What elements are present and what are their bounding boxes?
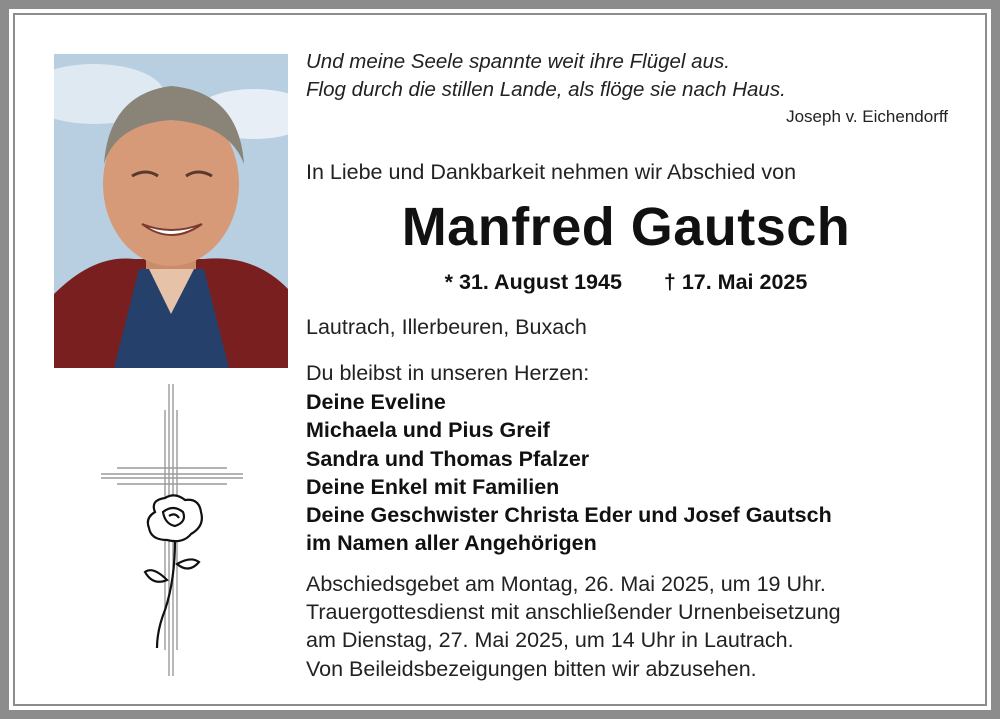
farewell-intro: In Liebe und Dankbarkeit nehmen wir Abschied von xyxy=(306,160,797,184)
mourner-entry: Deine Geschwister Christa Eder und Josef Gautsch xyxy=(306,503,832,528)
mourners-list xyxy=(306,388,832,558)
note-line: Abschiedsgebet am Montag, 26. Mai 2025, um 19 Uhr. xyxy=(306,572,826,596)
service-notes xyxy=(306,570,841,683)
quote-line: Und meine Seele spannte weit ihre Flügel aus. xyxy=(306,50,730,73)
quote-line: Flog durch die stillen Lande, als flöge sie nach Haus. xyxy=(306,78,786,101)
note-line: Trauergottesdienst mit anschließender Urnenbeisetzung xyxy=(306,600,841,625)
mourner-entry: Sandra und Thomas Pfalzer xyxy=(306,446,590,471)
quote-author: Joseph v. Eichendorff xyxy=(786,107,948,126)
portrait-photo xyxy=(54,54,288,368)
deceased-name: Manfred Gautsch xyxy=(401,197,851,257)
note-line: am Dienstag, 27. Mai 2025, um 14 Uhr in Lautrach. xyxy=(306,628,794,653)
mourner-entry: im Namen aller Angehörigen xyxy=(306,531,597,556)
life-dates xyxy=(306,270,946,295)
cross-with-rose-icon xyxy=(95,380,245,680)
death-date: † 17. Mai 2025 xyxy=(663,270,808,294)
mourner-entry: Deine Enkel mit Familien xyxy=(306,474,560,499)
mourner-entry: Michaela und Pius Greif xyxy=(306,418,550,443)
birth-date: * 31. August 1945 xyxy=(444,270,622,294)
poem-quote xyxy=(306,48,786,104)
mourner-entry: Deine Eveline xyxy=(306,390,446,414)
mourners-intro: Du bleibst in unseren Herzen: xyxy=(306,361,590,385)
places: Lautrach, Illerbeuren, Buxach xyxy=(306,315,587,339)
note-line: Von Beileidsbezeigungen bitten wir abzusehen. xyxy=(306,656,757,681)
